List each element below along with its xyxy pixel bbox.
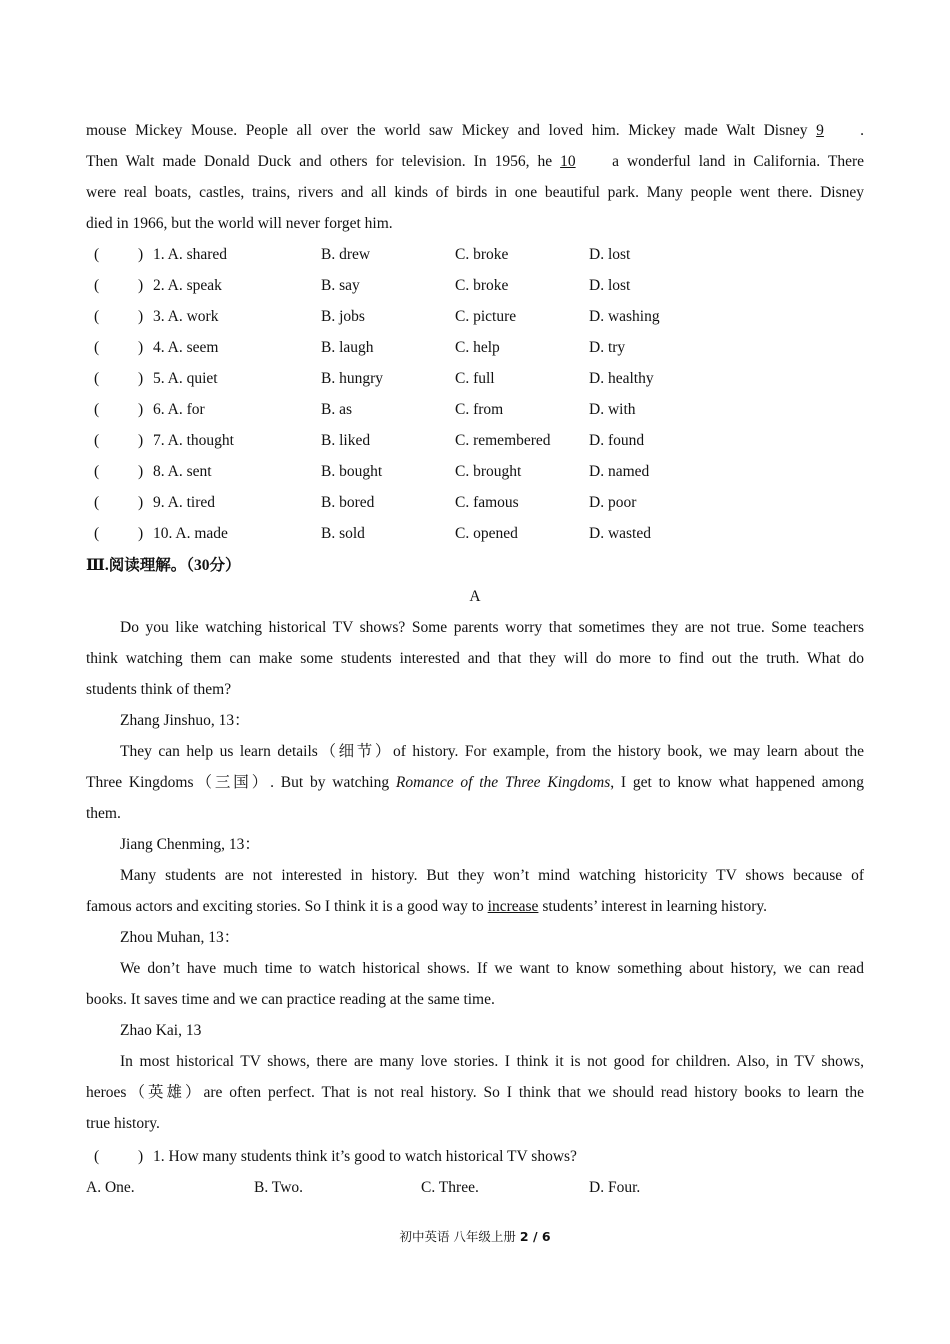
option-b[interactable]: B. Two. xyxy=(254,1179,304,1196)
blank-9: 9 xyxy=(816,122,824,139)
cloze-question-row xyxy=(86,524,864,544)
answer-paren-close: ) xyxy=(138,246,144,263)
passage-label: A xyxy=(469,588,481,605)
s2-line-2 xyxy=(86,897,864,917)
option-d[interactable]: D. lost xyxy=(589,246,631,263)
cloze-line-3: were real boats, castles, trains, rivers and all kinds of birds in one beautiful park. Many people went there. Disney xyxy=(86,184,864,201)
option-c[interactable]: C. broke xyxy=(455,246,509,263)
intro-line-2: think watching them can make some students interested and that they will do more to find out the truth. What do xyxy=(86,650,864,667)
option-c[interactable]: C. Three. xyxy=(421,1179,479,1196)
answer-paren-open[interactable]: ( xyxy=(94,1148,100,1165)
underlined-word: increase xyxy=(487,898,539,915)
answer-paren-open[interactable]: ( xyxy=(94,370,100,387)
question-text: 1. How many students think it’s good to watch historical TV shows? xyxy=(153,1148,577,1165)
answer-paren-open[interactable]: ( xyxy=(94,525,100,542)
option-a[interactable]: 9. A. tired xyxy=(153,494,215,511)
s4-line-3: true history. xyxy=(86,1115,160,1132)
option-c[interactable]: C. famous xyxy=(455,494,519,511)
question-1-options xyxy=(86,1178,864,1198)
option-a[interactable]: 10. A. made xyxy=(153,525,228,542)
option-d[interactable]: D. found xyxy=(589,432,645,449)
student-name: Zhao Kai, 13 xyxy=(120,1022,202,1039)
option-d[interactable]: D. washing xyxy=(589,308,660,325)
option-c[interactable]: C. broke xyxy=(455,277,509,294)
answer-paren-close: ) xyxy=(138,277,144,294)
answer-paren-open[interactable]: ( xyxy=(94,494,100,511)
answer-paren-close: ) xyxy=(138,308,144,325)
answer-paren-open[interactable]: ( xyxy=(94,277,100,294)
option-c[interactable]: C. from xyxy=(455,401,504,418)
s1-text: , I get to know what happened among xyxy=(610,774,864,791)
book-title: Romance of the Three Kingdoms xyxy=(395,774,611,791)
s3-line-2: books. It saves time and we can practice reading at the same time. xyxy=(86,991,495,1008)
student-name: Zhang Jinshuo, 13： xyxy=(120,712,250,729)
s4-line-2: heroes（英雄）are often perfect. That is not real history. So I think that we should read history books to learn the xyxy=(86,1084,864,1101)
option-c[interactable]: C. brought xyxy=(455,463,522,480)
option-a[interactable]: 3. A. work xyxy=(153,308,219,325)
option-b[interactable]: B. liked xyxy=(321,432,371,449)
answer-paren-open[interactable]: ( xyxy=(94,246,100,263)
cloze-line-1 xyxy=(86,121,864,141)
answer-paren-close: ) xyxy=(138,370,144,387)
option-c[interactable]: C. picture xyxy=(455,308,517,325)
intro-line-1: Do you like watching historical TV shows? Some parents worry that sometimes they are not true. Some teachers xyxy=(120,619,864,636)
cloze-question-row xyxy=(86,369,864,389)
page-number: 2 / 6 xyxy=(519,1229,551,1244)
option-d[interactable]: D. lost xyxy=(589,277,631,294)
s4-line-1: In most historical TV shows, there are many love stories. I think it is not good for children. Also, in TV shows, xyxy=(120,1053,864,1070)
cloze-text: Then Walt made Donald Duck and others for television. In 1956, he xyxy=(86,153,553,170)
answer-paren-close: ) xyxy=(138,494,144,511)
option-d[interactable]: D. poor xyxy=(589,494,637,511)
option-b[interactable]: B. sold xyxy=(321,525,365,542)
cloze-text: . xyxy=(860,122,865,139)
option-d[interactable]: D. healthy xyxy=(589,370,654,387)
option-c[interactable]: C. opened xyxy=(455,525,518,542)
cloze-question-row xyxy=(86,493,864,513)
blank-10: 10 xyxy=(560,153,576,170)
option-a[interactable]: 6. A. for xyxy=(153,401,205,418)
cloze-question-row xyxy=(86,462,864,482)
option-d[interactable]: D. wasted xyxy=(589,525,651,542)
option-b[interactable]: B. say xyxy=(321,277,360,294)
answer-paren-close: ) xyxy=(138,401,144,418)
s2-line-1: Many students are not interested in history. But they won’t mind watching historicity TV shows because of xyxy=(120,867,864,884)
option-a[interactable]: A. One. xyxy=(86,1179,135,1196)
cloze-question-row xyxy=(86,400,864,420)
option-a[interactable]: 2. A. speak xyxy=(153,277,222,294)
option-c[interactable]: C. remembered xyxy=(455,432,551,449)
s1-text: Three Kingdoms（三国）. But by watching xyxy=(86,774,396,791)
cloze-question-row xyxy=(86,431,864,451)
cloze-text: a wonderful land in California. There xyxy=(612,153,865,170)
answer-paren-open[interactable]: ( xyxy=(94,308,100,325)
answer-paren-close: ) xyxy=(138,463,144,480)
answer-paren-close: ) xyxy=(138,525,144,542)
option-b[interactable]: B. as xyxy=(321,401,352,418)
cloze-question-row xyxy=(86,276,864,296)
option-b[interactable]: B. bored xyxy=(321,494,375,511)
student-name: Zhou Muhan, 13： xyxy=(120,929,240,946)
cloze-line-2 xyxy=(86,152,864,172)
cloze-line-4: died in 1966, but the world will never forget him. xyxy=(86,215,393,232)
s1-line-1: They can help us learn details（细节）of history. For example, from the history book, we may learn about the xyxy=(120,743,864,760)
option-c[interactable]: C. help xyxy=(455,339,500,356)
s3-line-1: We don’t have much time to watch historical shows. If we want to know something about history, we can read xyxy=(120,960,864,977)
footer-label: 初中英语 八年级上册 xyxy=(399,1229,520,1244)
answer-paren-open[interactable]: ( xyxy=(94,401,100,418)
option-b[interactable]: B. jobs xyxy=(321,308,365,325)
question-1 xyxy=(86,1147,864,1167)
cloze-question-row xyxy=(86,245,864,265)
option-c[interactable]: C. full xyxy=(455,370,495,387)
option-a[interactable]: 4. A. seem xyxy=(153,339,219,356)
s2-text: students’ interest in learning history. xyxy=(538,898,768,915)
option-d[interactable]: D. with xyxy=(589,401,636,418)
answer-paren-open[interactable]: ( xyxy=(94,432,100,449)
option-b[interactable]: B. bought xyxy=(321,463,383,480)
cloze-text: mouse Mickey Mouse. People all over the world saw Mickey and loved him. Mickey made Walt Disney xyxy=(86,122,808,139)
cloze-question-row xyxy=(86,307,864,327)
s1-line-2 xyxy=(86,773,864,793)
student-name: Jiang Chenming, 13： xyxy=(120,836,260,853)
option-d[interactable]: D. named xyxy=(589,463,650,480)
option-a[interactable]: 1. A. shared xyxy=(153,246,228,263)
option-a[interactable]: 7. A. thought xyxy=(153,432,234,449)
option-d[interactable]: D. Four. xyxy=(589,1179,641,1196)
option-b[interactable]: B. hungry xyxy=(321,370,383,387)
cloze-question-row xyxy=(86,338,864,358)
s1-line-3: them. xyxy=(86,805,121,822)
answer-paren-open[interactable]: ( xyxy=(94,463,100,480)
page-footer xyxy=(0,1229,950,1245)
option-a[interactable]: 8. A. sent xyxy=(153,463,212,480)
answer-paren-close: ) xyxy=(138,339,144,356)
answer-paren-close: ) xyxy=(138,1148,144,1165)
answer-paren-close: ) xyxy=(138,432,144,449)
intro-line-3: students think of them? xyxy=(86,681,232,698)
option-b[interactable]: B. drew xyxy=(321,246,371,263)
option-d[interactable]: D. try xyxy=(589,339,626,356)
option-b[interactable]: B. laugh xyxy=(321,339,374,356)
answer-paren-open[interactable]: ( xyxy=(94,339,100,356)
s2-text: famous actors and exciting stories. So I think it is a good way to xyxy=(86,898,488,915)
option-a[interactable]: 5. A. quiet xyxy=(153,370,218,387)
section-heading: Ⅲ.阅读理解。（30分） xyxy=(86,557,241,574)
